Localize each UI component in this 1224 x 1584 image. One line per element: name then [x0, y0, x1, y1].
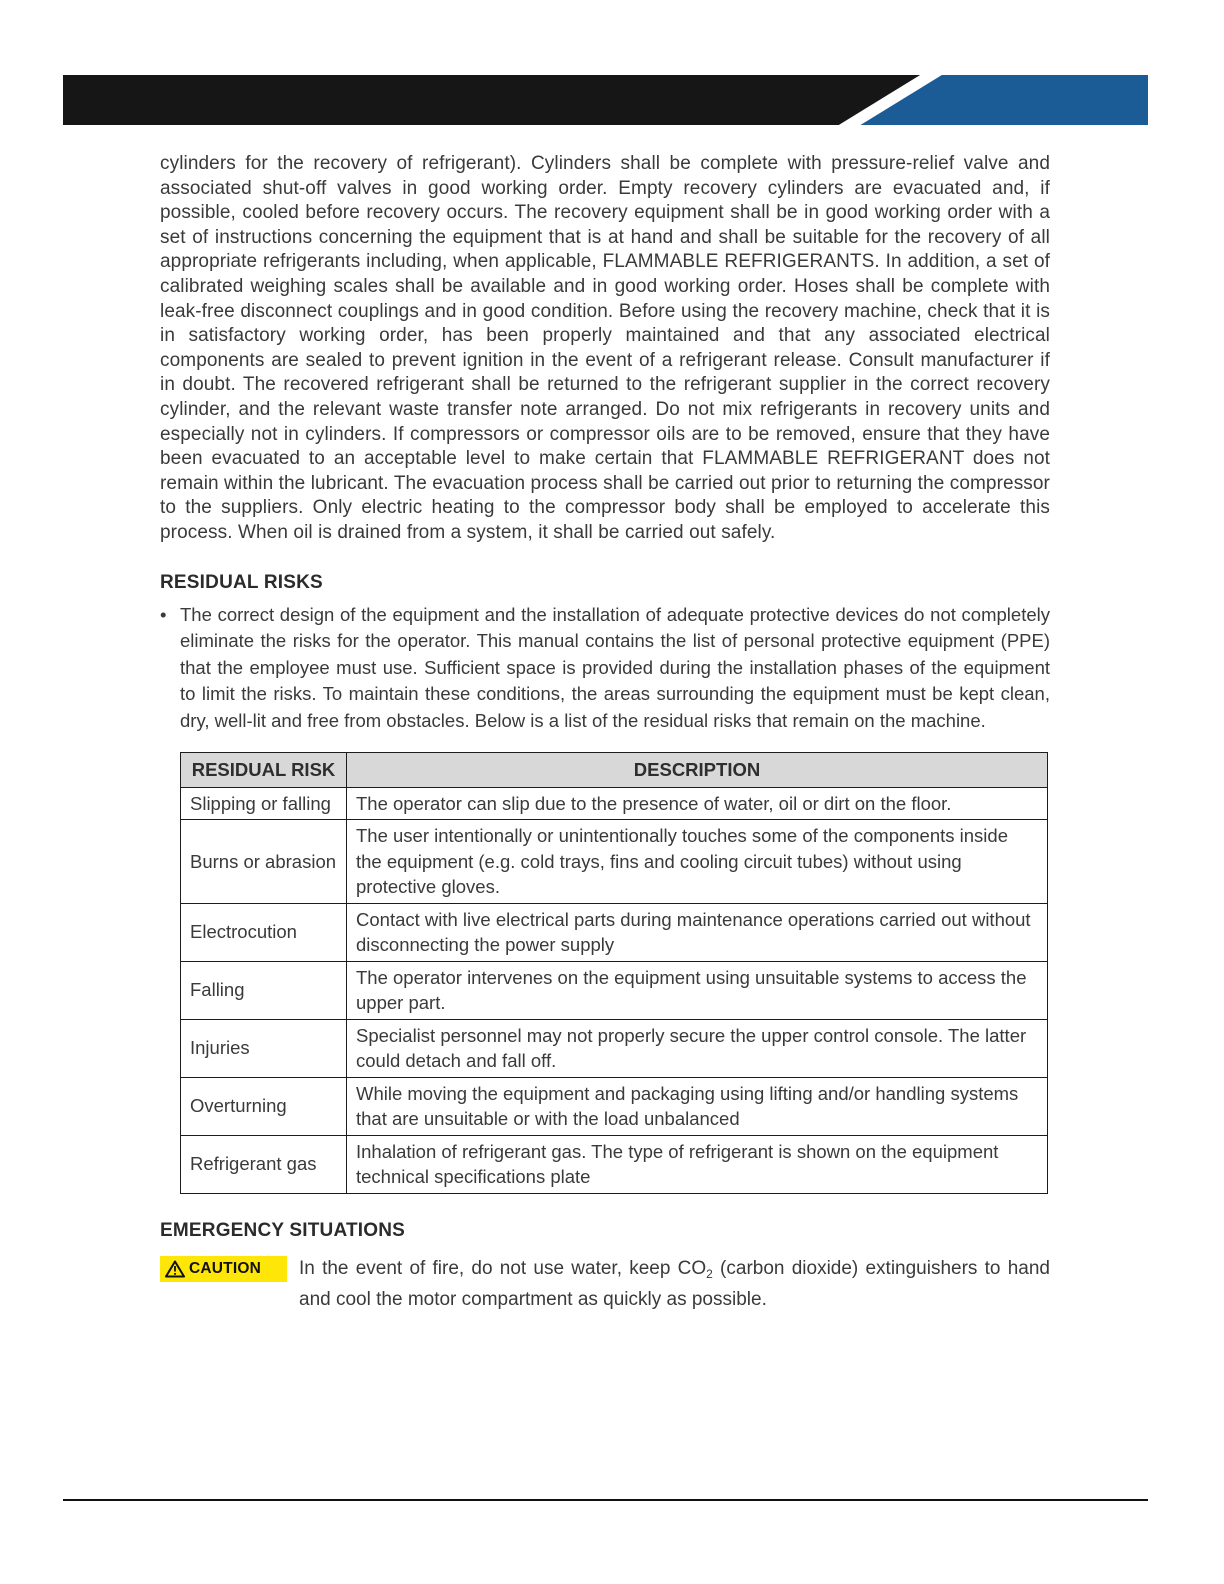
- caution-text-end: (carbon dioxide) extinguishers to hand and cool the motor compartment as quickly as possible.: [299, 1257, 1050, 1310]
- table-header-risk: RESIDUAL RISK: [181, 753, 347, 788]
- body-paragraph: cylinders for the recovery of refrigerant). Cylinders shall be complete with pressure-relief valve and associated shut-off valves in good working order. Empty recovery cylinders are evacuated and, if possible, cooled before recovery occurs. The recovery equipment shall be in good working order with a set of instructions concerning the equipment that is at hand and shall be suitable for the recovery of all appropriate refrigerants including, when applicable, FLAMMABLE REFRIGERANTS. In addition, a set of calibrated weighing scales shall be available and in good working order. Hoses shall be complete with leak-free disconnect couplings and in good condition. Before using the recovery machine, check that it is in satisfactory working order, has been properly maintained and that any associated electrical components are sealed to prevent ignition in the event of a refrigerant release. Consult manufacturer if in doubt. The recovered refrigerant shall be returned to the refrigerant supplier in the correct recovery cylinder, and the relevant waste transfer note arranged. Do not mix refrigerants in recovery units and especially not in cylinders. If compressors or compressor oils are to be removed, ensure that they have been evacuated to an acceptable level to make certain that FLAMMABLE REFRIGERANT does not remain within the lubricant. The evacuation process shall be carried out prior to returning the compressor to the suppliers. Only electric heating to the compressor body shall be employed to accelerate this process. When oil is drained from a system, it shall be carried out safely.: [160, 153, 1050, 543]
- residual-risks-table: [180, 752, 1048, 1194]
- description-cell: Inhalation of refrigerant gas. The type of refrigerant is shown on the equipment technical specifications plate: [347, 1135, 1048, 1193]
- residual-risks-text: The correct design of the equipment and the installation of adequate protective devices do not completely eliminate the risks for the operator. This manual contains the list of personal protective equipment (PPE) that the employee must use. Sufficient space is provided during the installation phases of the equipment to limit the risks. To maintain these conditions, the areas surrounding the equipment must be kept clean, dry, well-lit and free from obstacles. Below is a list of the residual risks that remain on the machine.: [180, 603, 1050, 731]
- risk-cell: Falling: [181, 961, 347, 1019]
- co2-subscript: 2: [706, 1266, 713, 1281]
- header-banner: [63, 75, 1148, 125]
- description-cell: The operator can slip due to the presence of water, oil or dirt on the floor.: [347, 787, 1048, 820]
- description-cell: The user intentionally or unintentionally touches some of the components inside the equipment (e.g. cold trays, fins and cooling circuit tubes) without using protective gloves.: [347, 820, 1048, 904]
- table-row: [181, 903, 1048, 961]
- table-row: [181, 820, 1048, 904]
- footer-divider: [63, 1499, 1148, 1501]
- list-item: [160, 602, 1050, 735]
- risk-cell: Overturning: [181, 1077, 347, 1135]
- risk-cell: Injuries: [181, 1019, 347, 1077]
- caution-label: CAUTION: [189, 1259, 262, 1277]
- description-cell: While moving the equipment and packaging using lifting and/or handling systems that are unsuitable or with the load unbalanced: [347, 1077, 1048, 1135]
- risk-cell: Slipping or falling: [181, 787, 347, 820]
- caution-text-start: In the event of fire, do not use water, keep CO: [299, 1257, 707, 1279]
- emergency-situations-heading: EMERGENCY SITUATIONS: [160, 1219, 406, 1241]
- table-row: [181, 1019, 1048, 1077]
- caution-text: [299, 1256, 1050, 1313]
- description-cell: Specialist personnel may not properly secure the upper control console. The latter could detach and fall off.: [347, 1019, 1048, 1077]
- risk-cell: Electrocution: [181, 903, 347, 961]
- residual-risks-heading: RESIDUAL RISKS: [160, 571, 323, 593]
- description-cell: The operator intervenes on the equipment using unsuitable systems to access the upper part.: [347, 961, 1048, 1019]
- table-row: [181, 1135, 1048, 1193]
- caution-section: [160, 1256, 1050, 1313]
- risk-cell: Refrigerant gas: [181, 1135, 347, 1193]
- table-row: [181, 1077, 1048, 1135]
- page-content: [160, 152, 1050, 1313]
- bullet-marker: [160, 602, 180, 735]
- risk-cell: Burns or abrasion: [181, 820, 347, 904]
- warning-triangle-icon: [165, 1260, 185, 1278]
- table-row: [181, 787, 1048, 820]
- table-row: [181, 961, 1048, 1019]
- caution-badge: [160, 1256, 287, 1282]
- description-cell: Contact with live electrical parts during maintenance operations carried out without disconnecting the power supply: [347, 903, 1048, 961]
- table-header-row: [181, 753, 1048, 788]
- table-header-description: DESCRIPTION: [347, 753, 1048, 788]
